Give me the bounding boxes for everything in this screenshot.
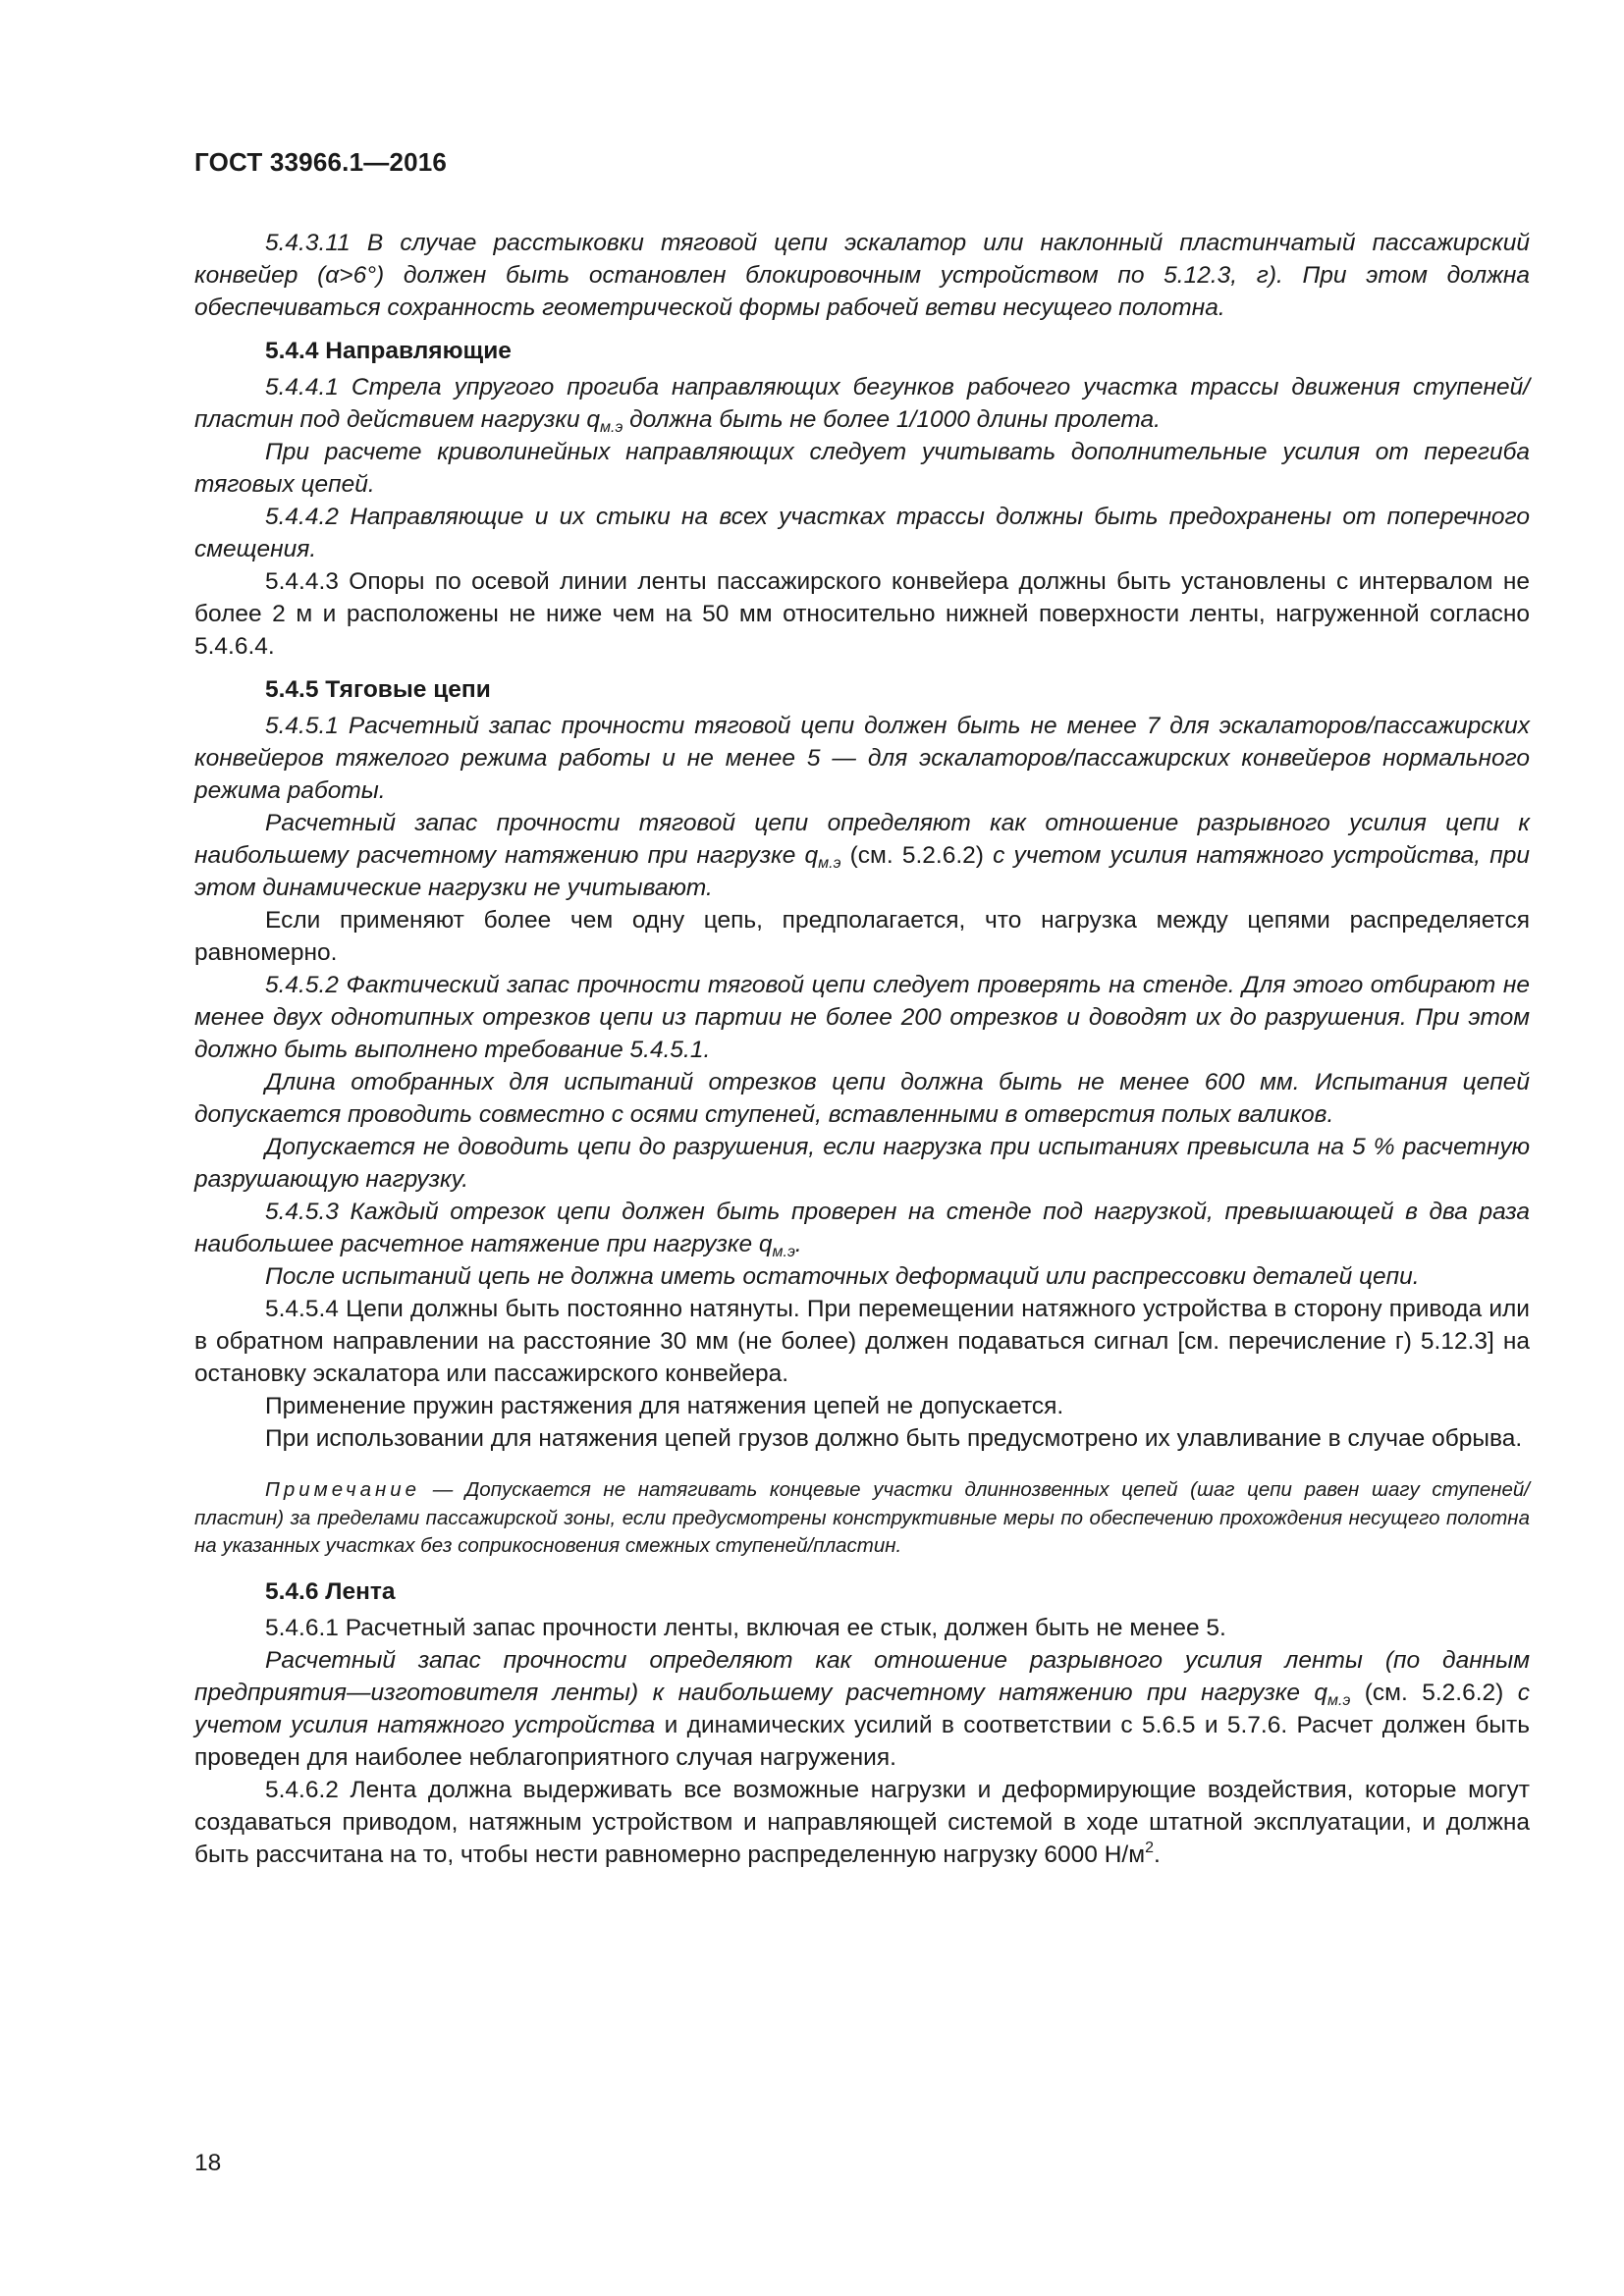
- note-block: [194, 1476, 1530, 1561]
- paragraph-5-4-5-1-calculation: Расчетный запас прочности тяговой цепи определяют как отношение разрывного усилия цепи к наибольшему расчетному натяжению при нагрузке $q_{м.э}$ (см. 5.2.6.2) с учетом усилия натяжного устройства, при этом динамические нагрузки не учитывают.: [194, 810, 1530, 901]
- page-number: 18: [194, 2150, 222, 2176]
- paragraph-5-4-3-11: 5.4.3.11 В случае расстыковки тяговой цепи эскалатор или наклонный пластинчатый пассажирский конвейер (α>6°) должен быть остановлен блокировочным устройством по 5.12.3, г). При этом должна обеспечиваться сохранность геометрической формы рабочей ветви несущего полотна.: [194, 230, 1530, 321]
- section-heading-5-4-5: 5.4.5 Тяговые цепи: [265, 676, 491, 703]
- section-heading-5-4-6: 5.4.6 Лента: [265, 1577, 396, 1605]
- paragraph-5-4-6-1-calculation: Расчетный запас прочности определяют как отношение разрывного усилия ленты (по данным предприятия—изготовителя ленты) к наибольшему расчетному натяжению при нагрузке $q_{м.э}$ (см. 5.2.6.2) с учетом усилия натяжного устройства и динамических усилий в соответствии с 5.6.5 и 5.7.6. Расчет должен быть проведен для наиболее неблагоприятного случая нагружения.: [194, 1646, 1530, 1771]
- paragraph-5-4-4-1: 5.4.4.1 Стрела упругого прогиба направляющих бегунков рабочего участка трассы движения ступеней/пластин под действием нагрузки $q_{м.э}$ должна быть не более 1/1000 длины пролета.: [194, 374, 1530, 436]
- paragraph-5-4-4-1-continued: При расчете криволинейных направляющих следует учитывать дополнительные усилия от перегиба тяговых цепей.: [194, 439, 1530, 498]
- paragraph-5-4-4-3: 5.4.4.3 Опоры по осевой линии ленты пассажирского конвейера должны быть установлены с интервалом не более 2 м и расположены не ниже чем на 50 мм относительно нижней поверхности ленты, нагруженной согласно 5.4.6.4.: [194, 568, 1530, 660]
- paragraph-5-4-5-4-springs: Применение пружин растяжения для натяжения цепей не допускается.: [265, 1393, 1064, 1419]
- paragraph-5-4-5-2-load: Допускается не доводить цепи до разрушения, если нагрузка при испытаниях превысила на 5 % расчетную разрушающую нагрузку.: [194, 1134, 1530, 1193]
- paragraph-5-4-5-3: 5.4.5.3 Каждый отрезок цепи должен быть проверен на стенде под нагрузкой, превышающей в два раза наибольшее расчетное натяжение при нагрузке $q_{м.э}$.: [194, 1199, 1530, 1260]
- paragraph-5-4-4-2: 5.4.4.2 Направляющие и их стыки на всех участках трассы должны быть предохранены от поперечного смещения.: [194, 504, 1530, 562]
- paragraph-5-4-5-3-after-test: После испытаний цепь не должна иметь остаточных деформаций или распрессовки деталей цепи.: [265, 1263, 1420, 1290]
- paragraph-5-4-5-2: 5.4.5.2 Фактический запас прочности тяговой цепи следует проверять на стенде. Для этого отбирают не менее двух однотипных отрезков цепи из партии не более 200 отрезков и доводят их до разрушения. При этом должно быть выполнено требование 5.4.5.1.: [194, 972, 1530, 1063]
- paragraph-5-4-6-1: 5.4.6.1 Расчетный запас прочности ленты, включая ее стык, должен быть не менее 5.: [265, 1614, 1226, 1641]
- paragraph-5-4-5-4: 5.4.5.4 Цепи должны быть постоянно натянуты. При перемещении натяжного устройства в сторону привода или в обратном направлении на расстояние 30 мм (не более) должен подаваться сигнал [см. перечисление г) 5.12.3] на остановку эскалатора или пассажирского конвейера.: [194, 1296, 1530, 1387]
- paragraph-5-4-5-2-length: Длина отобранных для испытаний отрезков цепи должна быть не менее 600 мм. Испытания цепей допускается проводить совместно с осями ступеней, вставленными в отверстия полых валиков.: [194, 1069, 1530, 1128]
- document-header: ГОСТ 33966.1—2016: [194, 147, 448, 177]
- note-label: Примечание: [265, 1478, 421, 1501]
- section-heading-5-4-4: 5.4.4 Направляющие: [265, 338, 512, 364]
- paragraph-5-4-5-1: 5.4.5.1 Расчетный запас прочности тяговой цепи должен быть не менее 7 для эскалаторов/пассажирских конвейеров тяжелого режима работы и не менее 5 — для эскалаторов/пассажирских конвейеров нормального режима работы.: [194, 713, 1530, 804]
- paragraph-5-4-5-1-distribution: Если применяют более чем одну цепь, предполагается, что нагрузка между цепями распределяется равномерно.: [194, 907, 1530, 966]
- paragraph-5-4-6-2: 5.4.6.2 Лента должна выдерживать все возможные нагрузки и деформирующие воздействия, которые могут создаваться приводом, натяжным устройством и направляющей системой в ходе штатной эксплуатации, и должна быть рассчитана на то, чтобы нести равномерно распределенную нагрузку 6000 $Н/м^2$.: [194, 1776, 1530, 1868]
- note-text: — Допускается не натягивать концевые участки длиннозвенных цепей (шаг цепи равен шагу ступеней/пластин) за пределами пассажирской зоны, если предусмотрены конструктивные меры по обеспечению прохождения несущего полотна на указанных участках без соприкосновения смежных ступеней/пластин.: [194, 1478, 1530, 1557]
- paragraph-5-4-5-4-weights: При использовании для натяжения цепей грузов должно быть предусмотрено их улавливание в случае обрыва.: [265, 1425, 1523, 1452]
- document-page: [194, 147, 1530, 1871]
